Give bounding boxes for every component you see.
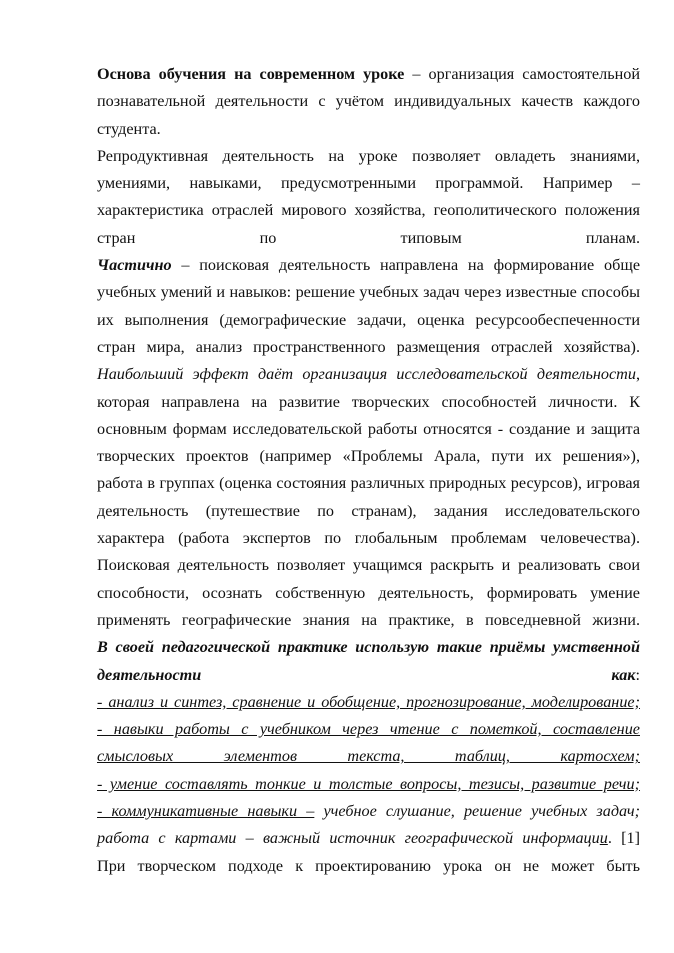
partial-search-lead: Частично	[97, 256, 172, 275]
communication-item-tail: и	[599, 829, 608, 848]
paragraph-techniques-heading	[97, 634, 640, 689]
paragraph-creative-approach	[97, 853, 640, 880]
questions-item-text: - умение составлять тонкие и толстые вопросы, тезисы, развитие речи;	[97, 774, 640, 793]
paragraph-partial-search	[97, 252, 640, 361]
reference-marker: . [1]	[607, 829, 640, 848]
techniques-heading: В своей педагогической практике использую такие приёмы умственной деятельности как	[97, 638, 640, 684]
paragraph-research-activity	[97, 361, 640, 552]
research-activity-lead: Наибольший эффект даёт организация исследовательской деятельности	[97, 365, 636, 384]
list-item-communication	[97, 798, 640, 853]
lesson-basis-text: – организация самостоятельной познавательной деятельности с учётом индивидуальных качеств каждого студента.	[97, 65, 640, 138]
communication-item-lead: - коммуникативные навыки –	[97, 802, 315, 821]
paragraph-lesson-basis	[97, 61, 640, 143]
paragraph-reproductive-activity	[97, 143, 640, 252]
list-item-analysis	[97, 689, 640, 716]
lesson-basis-lead: Основа обучения на современном уроке	[97, 65, 405, 83]
creative-approach-text: При творческом подходе к проектированию урока он не может быть	[97, 856, 640, 875]
partial-search-text: – поисковая деятельность направлена на формирование обще учебных умений и навыков: решение учебных задач через известные способы их выполнения (демографические задачи, оценка ресурсообеспеченности стран мира, анализ пространственного размещения отраслей хозяйства).	[97, 256, 640, 356]
research-activity-text: , которая направлена на развитие творческих способностей личности. К основным формам исследовательской работы относятся - создание и защита творческих проектов (например «Проблемы Арала, пути их решения»), работа в группах (оценка состояния различных природных ресурсов), игровая деятельность (путешествие по странам), задания исследовательского характера (работа экспертов по глобальным проблемам человечества).	[97, 365, 640, 548]
document-body	[97, 61, 640, 880]
list-item-textbook-skills	[97, 716, 640, 771]
analysis-item-text: - анализ и синтез, сравнение и обобщение, прогнозирование, моделирование;	[97, 692, 640, 711]
textbook-skills-text: - навыки работы с учебником через чтение с пометкой, составление смысловых элементов текста, таблиц, картосхем;	[97, 720, 640, 766]
paragraph-search-activity	[97, 552, 640, 634]
techniques-heading-colon: :	[635, 665, 640, 684]
reproductive-activity-text: Репродуктивная деятельность на уроке позволяет овладеть знаниями, умениями, навыками, предусмотренными программой. Например – характеристика отраслей мирового хозяйства, геополитического положения стран по типовым планам.	[97, 146, 640, 247]
list-item-questions	[97, 771, 640, 798]
search-activity-text: Поисковая деятельность позволяет учащимся раскрыть и реализовать свои способности, осознать собственную деятельность, формировать умение применять географические знания на практике, в повседневной жизни.	[97, 556, 640, 629]
communication-item-text: учебное слушание, решение учебных задач; работа с картами – важный источник географической информаци	[97, 802, 640, 848]
